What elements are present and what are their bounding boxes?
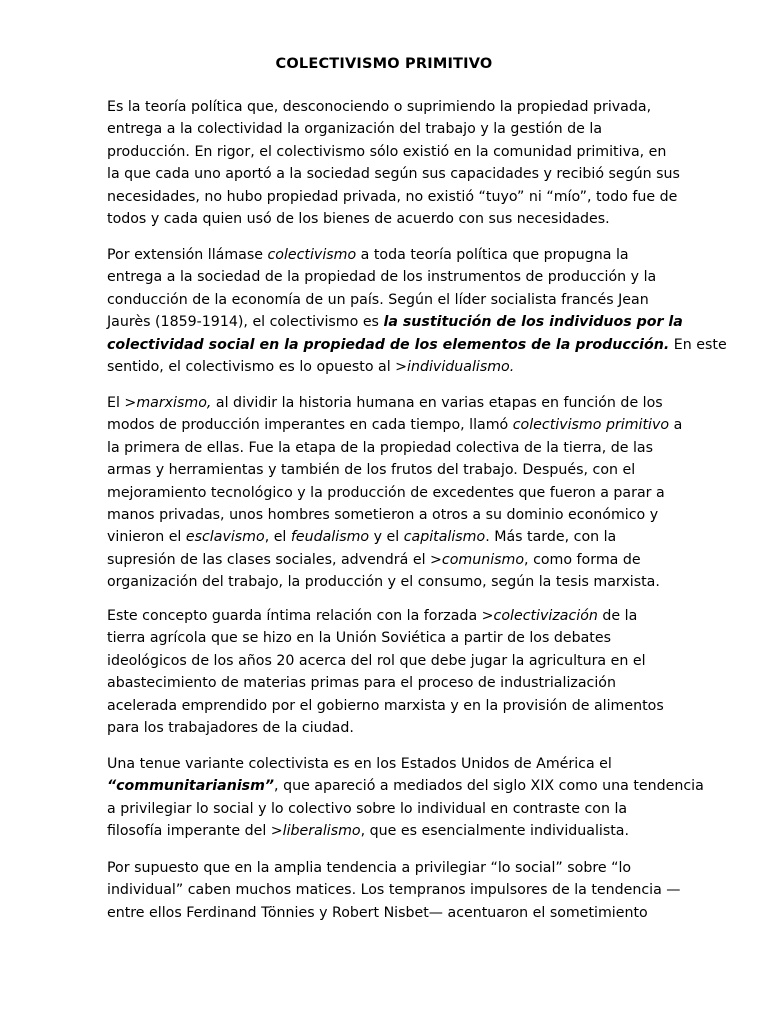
text-run: modos de producción imperantes en cada tiempo, llamó bbox=[107, 417, 513, 434]
paragraph-5 bbox=[107, 753, 704, 843]
paragraph-line: conducción de la economía de un país. Según el líder socialista francés Jean bbox=[107, 291, 649, 308]
paragraph-line: para los trabajadores de la ciudad. bbox=[107, 719, 354, 736]
paragraph-line: armas y herramientas y también de los frutos del trabajo. Después, con el bbox=[107, 462, 636, 479]
paragraph-line bbox=[107, 244, 667, 266]
text-run: , que apareció a mediados del siglo XIX como una tendencia bbox=[274, 778, 704, 795]
paragraph-line bbox=[107, 775, 704, 797]
paragraph-line: entrega a la colectividad la organización del trabajo y la gestión de la bbox=[107, 121, 603, 138]
paragraph-line: organización del trabajo, la producción y el consumo, según la tesis marxista. bbox=[107, 574, 660, 591]
paragraph-line bbox=[107, 526, 667, 548]
paragraph-line: Por supuesto que en la amplia tendencia a privilegiar “lo social” sobre “lo bbox=[107, 860, 632, 876]
paragraph-3 bbox=[107, 392, 683, 594]
bold-italic-quote: colectividad social en la propiedad de los elementos de la producción. bbox=[107, 336, 670, 353]
paragraph-line bbox=[107, 549, 667, 571]
text-run: al dividir la historia humana en varias etapas en función de los bbox=[211, 395, 663, 411]
paragraph-line: individual” caben muchos matices. Los tempranos impulsores de la tendencia — bbox=[107, 882, 681, 899]
paragraph-line: Una tenue variante colectivista es en los Estados Unidos de América el bbox=[107, 756, 612, 772]
italic-term: feudalismo bbox=[290, 529, 370, 546]
text-run: En este bbox=[669, 336, 727, 353]
text-run: Este concepto guarda íntima relación con la forzada > bbox=[107, 608, 494, 624]
text-run: filosofía imperante del > bbox=[107, 823, 283, 840]
bold-italic-term: “communitarianism” bbox=[107, 778, 275, 795]
text-run: , el bbox=[264, 529, 291, 546]
paragraph-line: producción. En rigor, el colectivismo sólo existió en la comunidad primitiva, en bbox=[107, 143, 667, 160]
paragraph-line: a privilegiar lo social y lo colectivo sobre lo individual en contraste con la bbox=[107, 800, 628, 817]
text-run: . Más tarde, con la bbox=[485, 529, 617, 546]
text-run: a bbox=[669, 417, 683, 434]
italic-term: liberalismo bbox=[282, 823, 361, 840]
paragraph-line bbox=[107, 334, 727, 356]
paragraph-line bbox=[107, 820, 667, 842]
text-run: , que es esencialmente individualista. bbox=[360, 823, 629, 840]
paragraph-line bbox=[107, 414, 683, 436]
text-run: supresión de las clases sociales, advendrá el > bbox=[107, 551, 442, 568]
text-run: sentido, el colectivismo es lo opuesto al > bbox=[107, 358, 408, 375]
paragraph-line: Es la teoría política que, desconociendo o suprimiendo la propiedad privada, bbox=[107, 99, 652, 115]
text-run: Jaurès (1859-1914), el colectivismo es bbox=[107, 314, 384, 331]
italic-term: marxismo, bbox=[136, 395, 212, 411]
paragraph-line: entrega a la sociedad de la propiedad de los instrumentos de producción y la bbox=[107, 269, 657, 286]
paragraph-2 bbox=[107, 244, 727, 378]
page-title: COLECTIVISMO PRIMITIVO bbox=[275, 56, 493, 72]
paragraph-line: necesidades, no hubo propiedad privada, no existió “tuyo” ni “mío”, todo fue de bbox=[107, 188, 678, 205]
italic-term: capitalismo bbox=[403, 529, 486, 546]
paragraph-line bbox=[107, 356, 667, 378]
italic-term: colectivización bbox=[493, 608, 598, 624]
paragraph-line: abastecimiento de materias primas para el proceso de industrialización bbox=[107, 675, 616, 692]
paragraph-1 bbox=[107, 96, 680, 230]
italic-term: comunismo bbox=[441, 551, 525, 568]
paragraph-line bbox=[107, 392, 667, 414]
paragraph-line: todos y cada quien usó de los bienes de acuerdo con sus necesidades. bbox=[107, 210, 610, 227]
paragraph-line bbox=[107, 605, 667, 627]
italic-term: colectivismo bbox=[267, 247, 357, 263]
italic-term: esclavismo bbox=[185, 529, 265, 546]
text-run: de la bbox=[597, 608, 638, 624]
italic-term: colectivismo primitivo bbox=[512, 417, 670, 434]
paragraph-line: tierra agrícola que se hizo en la Unión Soviética a partir de los debates bbox=[107, 630, 611, 647]
paragraph-6 bbox=[107, 857, 681, 924]
text-run: Por extensión llámase bbox=[107, 247, 268, 263]
paragraph-4 bbox=[107, 605, 667, 739]
text-run: , como forma de bbox=[524, 551, 641, 568]
paragraph-line: la que cada uno aportó a la sociedad según sus capacidades y recibió según sus bbox=[107, 166, 680, 183]
paragraph-line: ideológicos de los años 20 acerca del rol que debe jugar la agricultura en el bbox=[107, 652, 646, 669]
paragraph-line bbox=[107, 311, 683, 333]
text-run: El > bbox=[107, 395, 137, 411]
paragraph-line: manos privadas, unos hombres sometieron a otros a su dominio económico y bbox=[107, 506, 659, 523]
paragraph-line: acelerada emprendido por el gobierno marxista y en la provisión de alimentos bbox=[107, 697, 664, 714]
text-run: vinieron el bbox=[107, 529, 186, 546]
paragraph-line: entre ellos Ferdinand Tönnies y Robert Nisbet— acentuaron el sometimiento bbox=[107, 904, 648, 921]
text-run: y el bbox=[369, 529, 404, 546]
paragraph-line: mejoramiento tecnológico y la producción de excedentes que fueron a parar a bbox=[107, 484, 665, 501]
italic-term: individualismo. bbox=[407, 358, 515, 375]
bold-italic-quote: la sustitución de los individuos por la bbox=[383, 314, 683, 331]
paragraph-line: la primera de ellas. Fue la etapa de la propiedad colectiva de la tierra, de las bbox=[107, 439, 653, 456]
text-run: a toda teoría política que propugna la bbox=[356, 247, 629, 263]
